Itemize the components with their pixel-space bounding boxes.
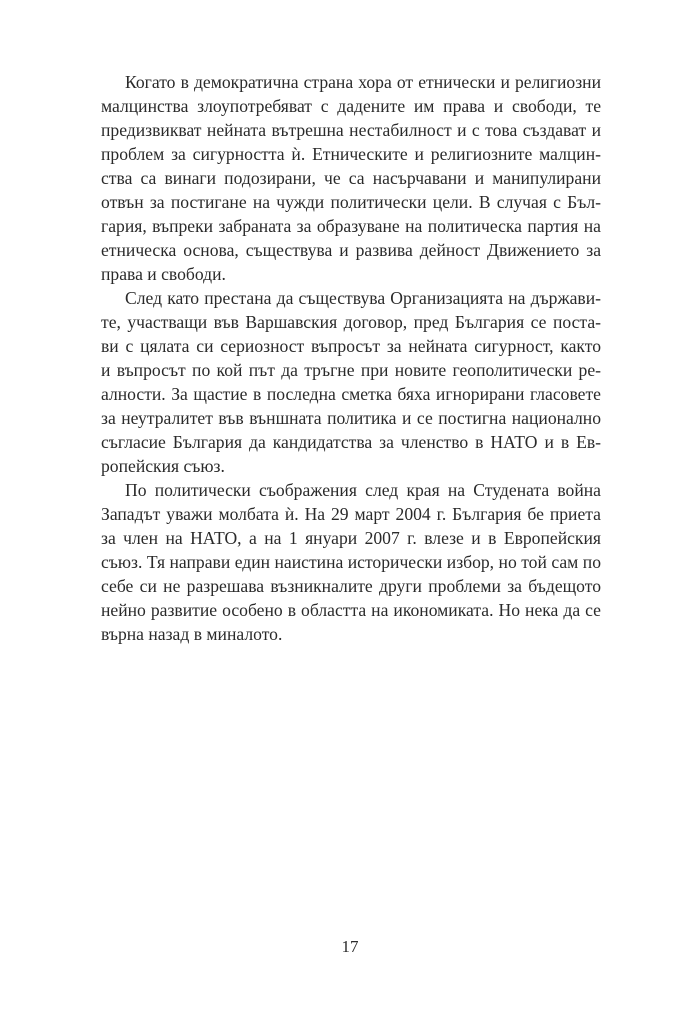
text-line: гария, въпреки забраната за образуване на политическа партия на bbox=[101, 216, 601, 236]
text-line: нейно развитие особено в областта на икономиката. Но нека да се bbox=[101, 600, 601, 620]
text-line: отвън за постигане на чужди политически цели. В случая с Бъл- bbox=[101, 192, 601, 212]
text-line: По политически съображения след края на Студената война bbox=[125, 480, 601, 500]
text-line: съгласие България да кандидатства за членство в НАТО и в Ев- bbox=[101, 432, 601, 452]
text-line: себе си не разрешава възникналите други проблеми за бъдещото bbox=[101, 576, 601, 596]
text-line: за неутралитет във външната политика и се постигна национално bbox=[101, 408, 601, 428]
text-line: съюз. Тя направи един наистина исторически избор, но той сам по bbox=[101, 552, 601, 572]
text-line: права и свободи. bbox=[101, 264, 226, 284]
text-line: за член на НАТО, а на 1 януари 2007 г. влезе и в Европейския bbox=[101, 528, 601, 548]
text-line: Когато в демократична страна хора от етнически и религиозни bbox=[125, 72, 601, 92]
text-line: предизвикват нейната вътрешна нестабилност и с това създават и bbox=[101, 120, 601, 140]
text-line: върна назад в миналото. bbox=[101, 624, 283, 644]
text-line: малцинства злоупотребяват с дадените им права и свободи, те bbox=[101, 96, 601, 116]
text-line: След като престана да съществува Организацията на държави- bbox=[125, 288, 601, 308]
text-line: те, участващи във Варшавския договор, пред България се поста- bbox=[101, 312, 601, 332]
text-line: проблем за сигурността ѝ. Етническите и религиозните малцин- bbox=[101, 144, 601, 164]
paragraph-3 bbox=[101, 478, 601, 646]
text-line: алности. За щастие в последна сметка бяха игнорирани гласовете bbox=[101, 384, 601, 404]
text-line: ропейския съюз. bbox=[101, 456, 225, 476]
text-line: ства са винаги подозирани, че са насърчавани и манипулирани bbox=[101, 168, 601, 188]
paragraph-2 bbox=[101, 286, 601, 478]
text-line: ви с цялата си сериозност въпросът за нейната сигурност, както bbox=[101, 336, 601, 356]
body-text bbox=[101, 70, 601, 646]
text-line: Западът уважи молбата ѝ. На 29 март 2004 г. България бе приета bbox=[101, 504, 601, 524]
paragraph-1 bbox=[101, 70, 601, 286]
text-line: и въпросът по кой път да тръгне при новите геополитически ре- bbox=[101, 360, 601, 380]
text-line: етническа основа, съществува и развива дейност Движението за bbox=[101, 240, 601, 260]
page-number: 17 bbox=[341, 937, 359, 956]
